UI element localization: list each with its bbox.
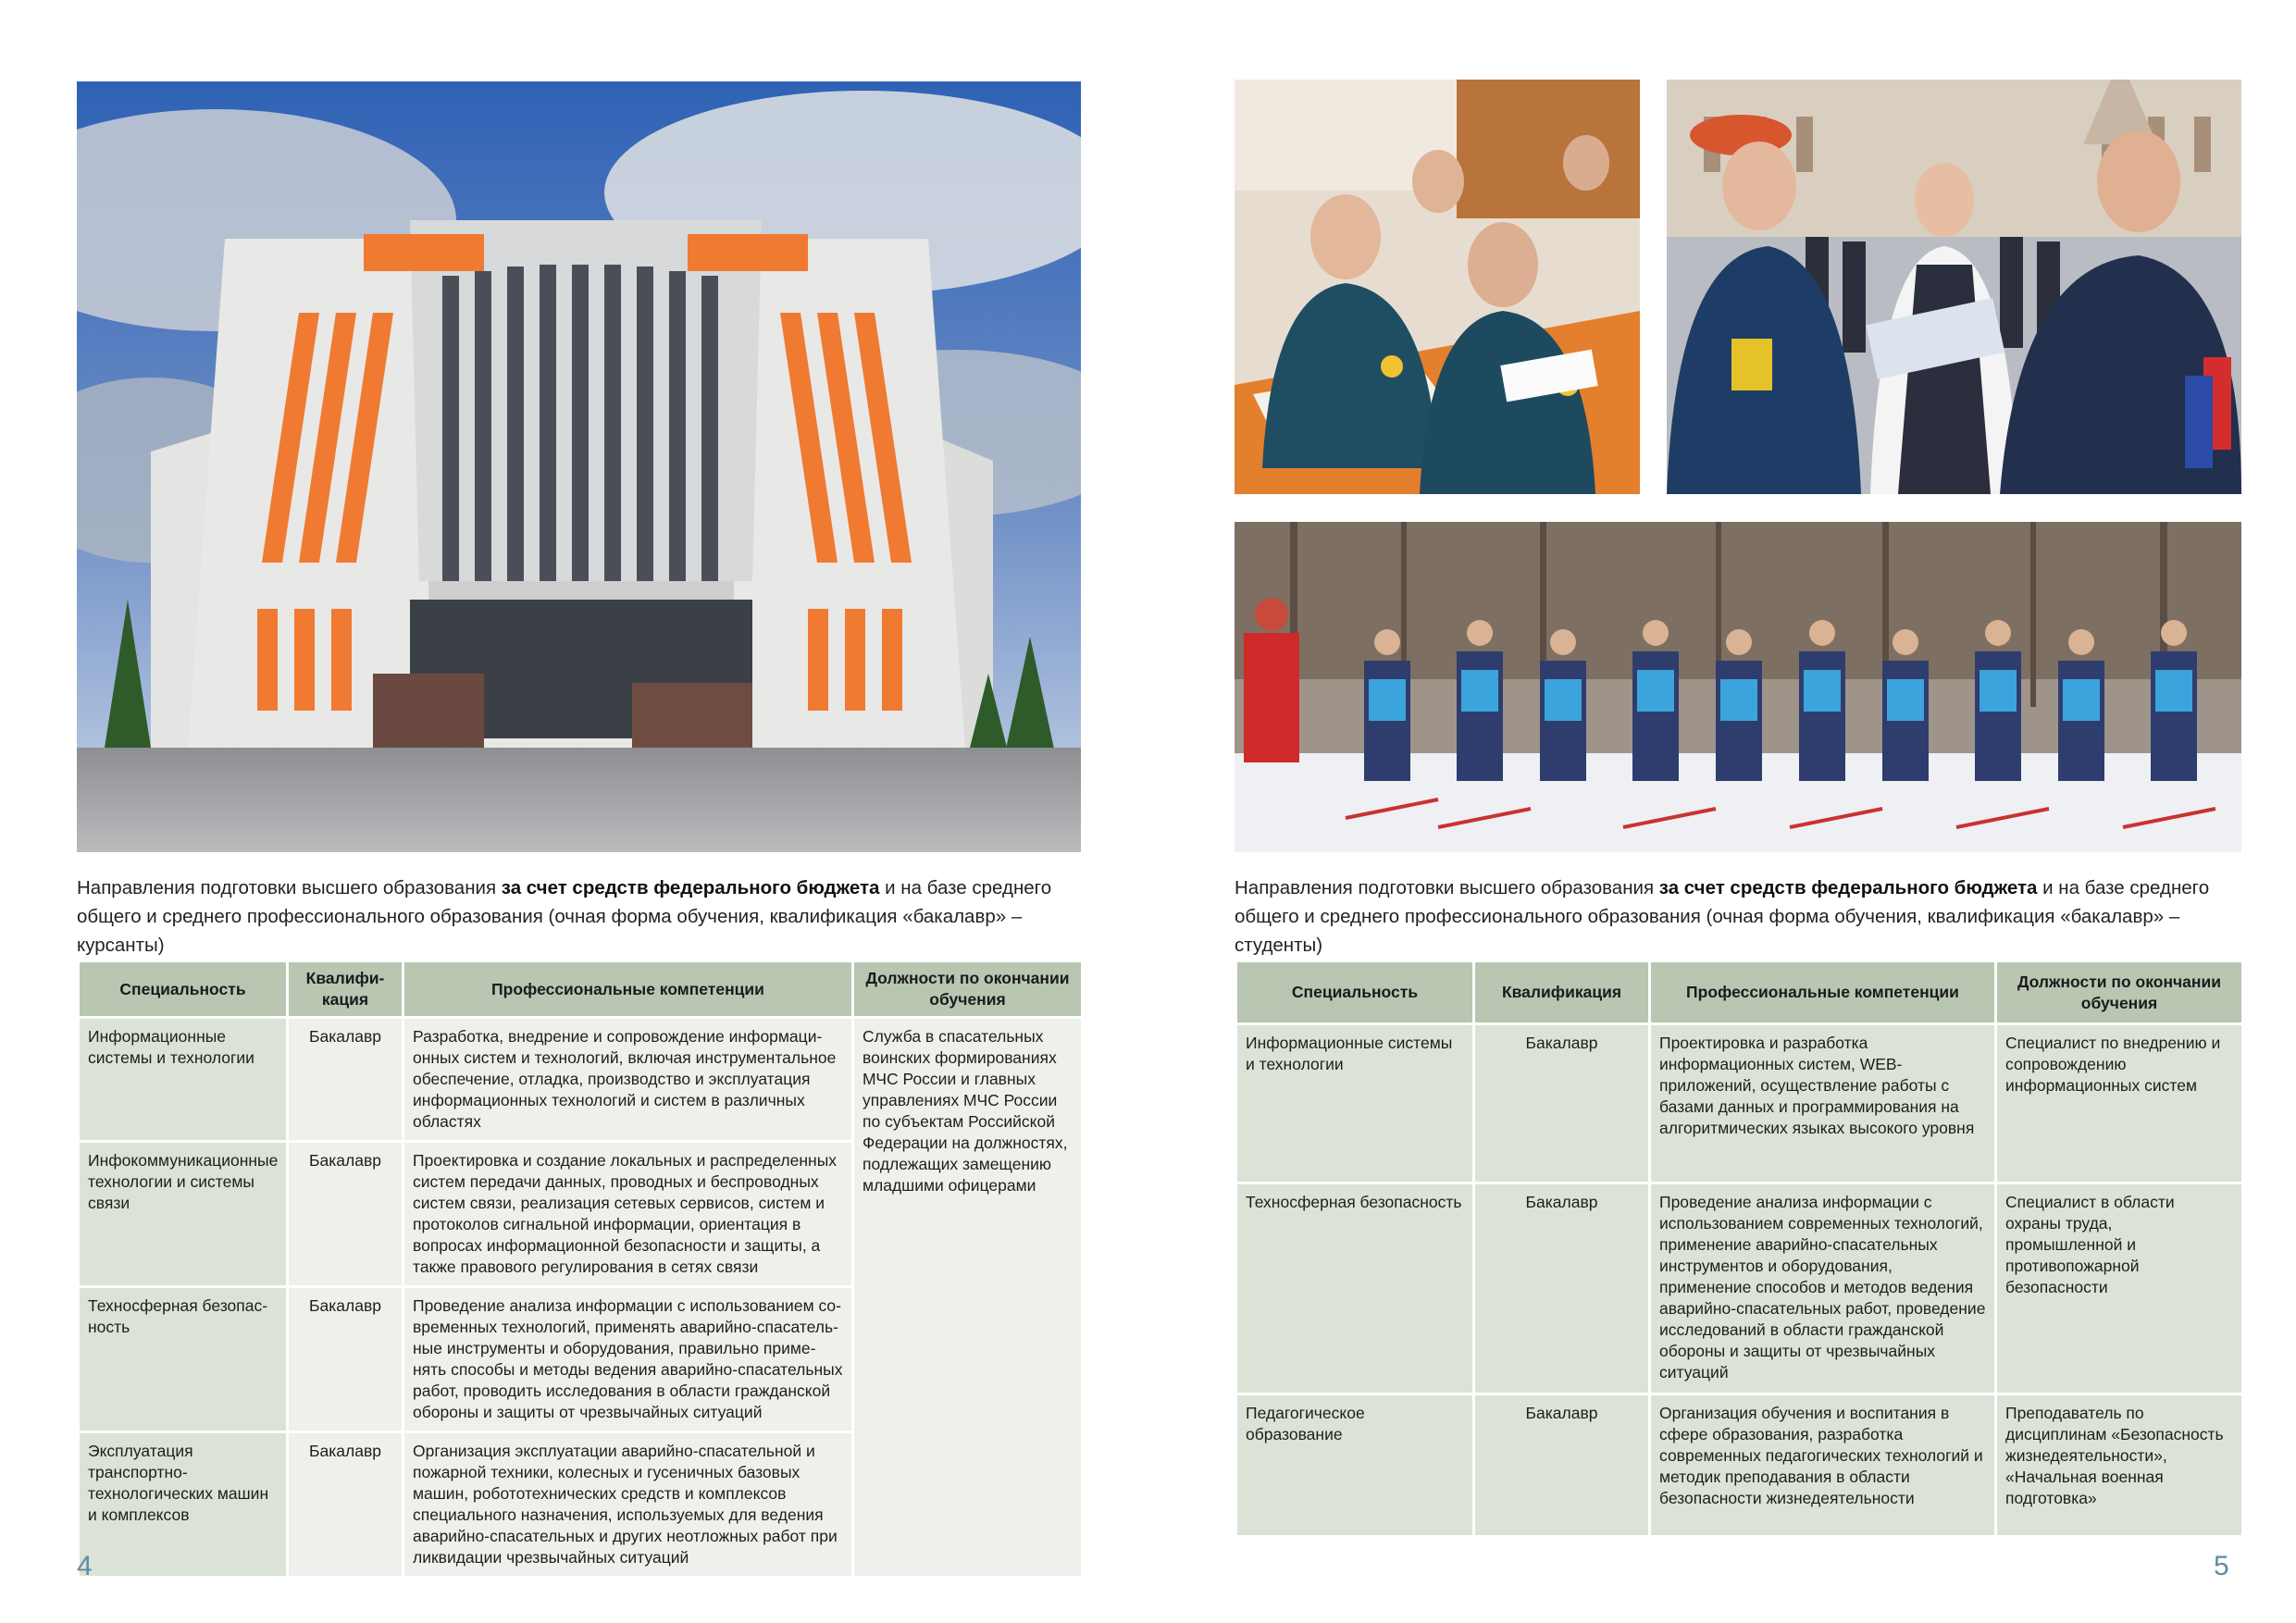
left-intro-text: Направления подготовки высшего образования за счет средств федерального бюджета и на базе среднего общего и среднего профессионального образования (очная форма обучения, квалификация «бакалавр» – курсанты) (77, 877, 1052, 956)
table-row: Эксплуатация транспортно-технологических машин и комплексов Бакалавр Организация эксплуатации аварийно-спасательной и пожарной техники, колесных и гусеничных базовых машин, робототехнических средств и комплексов специального назначения, используемых для ведения аварийно-спасательных и других неотложных работ при ликвидации чрезвычайных ситуаций (79, 1432, 1083, 1578)
header-positions: Должности по окончании обучения (853, 961, 1083, 1018)
left-programs-table (77, 960, 1084, 1579)
page-number-left: 4 (77, 1551, 93, 1581)
table-row: Техносферная безопасность Бакалавр Проведение анализа информации с использованием современных технологий, применение аварийно-спасательных инструментов и оборудования, применение способов и методов ведения аварийно-спасательных работ, проведение исследований в области гражданской обороны и защиты от чрезвычайных ситуаций Специалист в области охраны труда, промышленной и противопожарной безопасности (1236, 1183, 2243, 1394)
cadets-classroom-photo (1235, 80, 1640, 494)
table-row: Педагогическое образование Бакалавр Организация обучения и воспитания в сфере образования, разработка современных педагогических технологий и методик преподавания в области безопасности жизнедеятельности Преподаватель по дисциплинам «Безопасность жизнедеятельности», «Начальная военная подготовка» (1236, 1394, 2243, 1537)
right-programs-table (1235, 960, 2244, 1538)
table-row: Информационные системы и технологии Бакалавр Разработка, внедрение и сопровождение информаци-онных систем и технологий, включая инструментальное обеспечение, отладка, производство и эксплуатация информационных технологий и систем в различных областях Служба в спасательных воинских формированиях МЧС России и главных управлениях МЧС России по субъектам Российской Федерации на должностях, подлежащих замещению младшими офицерами (79, 1018, 1083, 1142)
header-competencies: Профессиональные компетенции (1650, 961, 1996, 1024)
header-positions: Должности по окончании обучения (1996, 961, 2243, 1024)
right-intro-text: Направления подготовки высшего образования за счет средств федерального бюджета и на базе среднего общего и среднего профессионального образования (очная форма обучения, квалификация «бакалавр» – студенты) (1235, 877, 2210, 956)
table-row: Информационные системы и технологии Бакалавр Проектировка и разработка информационных систем, WEB-приложений, осуществление работы с базами данных и программирования на алгоритмических языках высокого уровня Специалист по внедрению и сопровождению информационных систем (1236, 1024, 2243, 1183)
table-row: Инфокоммуникационные технологии и системы связи Бакалавр Проектировка и создание локальных и распределенных систем передачи данных, проводных и беспроводных систем связи, реализация сетевых сервисов, систем и протоколов сигнальной информации, ориентация в вопросах информационной безопасности и защиты, а также правового регулирования в сетях связи (79, 1142, 1083, 1287)
header-qualification: Квалифи-кация (288, 961, 403, 1018)
header-specialty: Специальность (1236, 961, 1474, 1024)
award-ceremony-photo (1667, 80, 2241, 494)
table-row: Техносферная безопас-ность Бакалавр Проведение анализа информации с использованием со-временных технологий, применять аварийно-спасатель-ные инструменты и оборудования, правильно приме-нять способы и методы ведения аварийно-спасательных работ, проводить исследования в области гражданской обороны и защиты от чрезвычайных ситуаций (79, 1287, 1083, 1432)
academy-building-photo (77, 81, 1081, 852)
header-qualification: Квалификация (1474, 961, 1650, 1024)
ski-race-photo (1235, 522, 2241, 852)
header-specialty: Специальность (79, 961, 288, 1018)
header-competencies: Профессиональные компетенции (403, 961, 853, 1018)
positions-cell: Служба в спасательных воинских формированиях МЧС России и главных управлениях МЧС России по субъектам Российской Федерации на должностях, подлежащих замещению младшими офицерами (853, 1018, 1083, 1578)
page-number-right: 5 (2214, 1551, 2229, 1581)
